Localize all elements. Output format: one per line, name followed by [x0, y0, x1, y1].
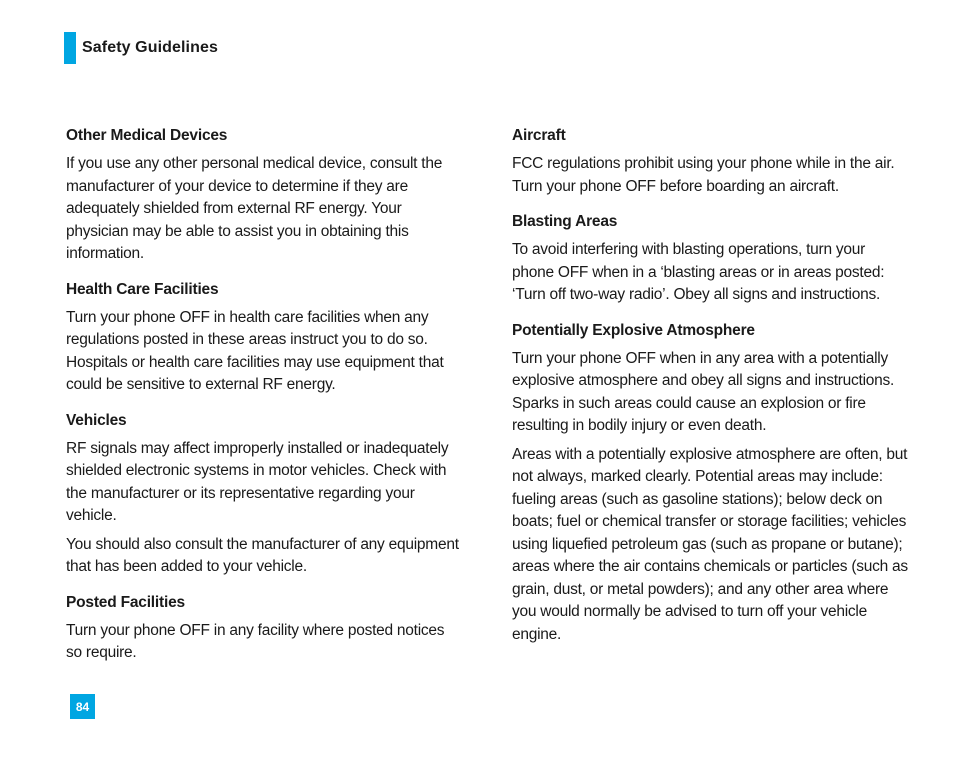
section-heading: Health Care Facilities — [66, 280, 219, 298]
paragraph: Areas with a potentially explosive atmosphere are often, but not always, marked clearly. Potential areas may include: fueling areas (such as gasoline stations); below deck on boats; fuel or chemical transfer or storage facilities; vehicles using liquefied petroleum gas (such as propane or butane); areas where the air contains chemicals or particles (such as grain, dust, or metal powders); and any other area where you would normally be advised to turn off your vehicle engine. — [512, 445, 908, 643]
left-column — [66, 125, 464, 678]
paragraph: Turn your phone OFF in health care facilities when any regulations posted in these areas instruct you to do so. Hospitals or health care facilities may use equipment that could be sensitive to external RF energy. — [66, 308, 444, 393]
section-health-care-facilities — [66, 279, 464, 397]
paragraph: RF signals may affect improperly installed or inadequately shielded electronic systems in motor vehicles. Check with the manufacturer or its representative regarding your vehicle. — [66, 439, 449, 524]
section-vehicles — [66, 410, 464, 579]
section-heading: Potentially Explosive Atmosphere — [512, 321, 755, 339]
header-accent-bar — [64, 32, 76, 64]
section-heading: Blasting Areas — [512, 213, 618, 230]
section-heading: Vehicles — [66, 411, 127, 429]
section-posted-facilities — [66, 592, 464, 665]
section-heading: Aircraft — [512, 127, 566, 144]
page-number-badge: 84 — [70, 694, 95, 719]
section-other-medical-devices — [66, 125, 464, 266]
paragraph: To avoid interfering with blasting operations, turn your phone OFF when in a ‘blasting areas or in areas posted: ‘Turn off two-way radio’. Obey all signs and instructions. — [512, 241, 885, 303]
right-column — [512, 125, 910, 659]
section-heading: Posted Facilities — [66, 593, 185, 611]
page-title: Safety Guidelines — [82, 39, 218, 56]
paragraph: FCC regulations prohibit using your phone while in the air. Turn your phone OFF before boarding an aircraft. — [512, 155, 895, 195]
paragraph: Turn your phone OFF in any facility where posted notices so require. — [66, 621, 445, 661]
section-heading: Other Medical Devices — [66, 127, 228, 144]
page-header — [64, 32, 218, 64]
section-blasting-areas — [512, 211, 910, 307]
paragraph: You should also consult the manufacturer of any equipment that has been added to your vehicle. — [66, 535, 459, 575]
section-aircraft — [512, 125, 910, 198]
section-potentially-explosive-atmosphere — [512, 320, 910, 647]
paragraph: If you use any other personal medical device, consult the manufacturer of your device to determine if they are adequately shielded from external RF energy. Your physician may be able to assist you in obtaining this information. — [66, 155, 443, 262]
paragraph: Turn your phone OFF when in any area with a potentially explosive atmosphere and obey all signs and instructions. Sparks in such areas could cause an explosion or fire resulting in bodily injury or even death. — [512, 349, 895, 434]
